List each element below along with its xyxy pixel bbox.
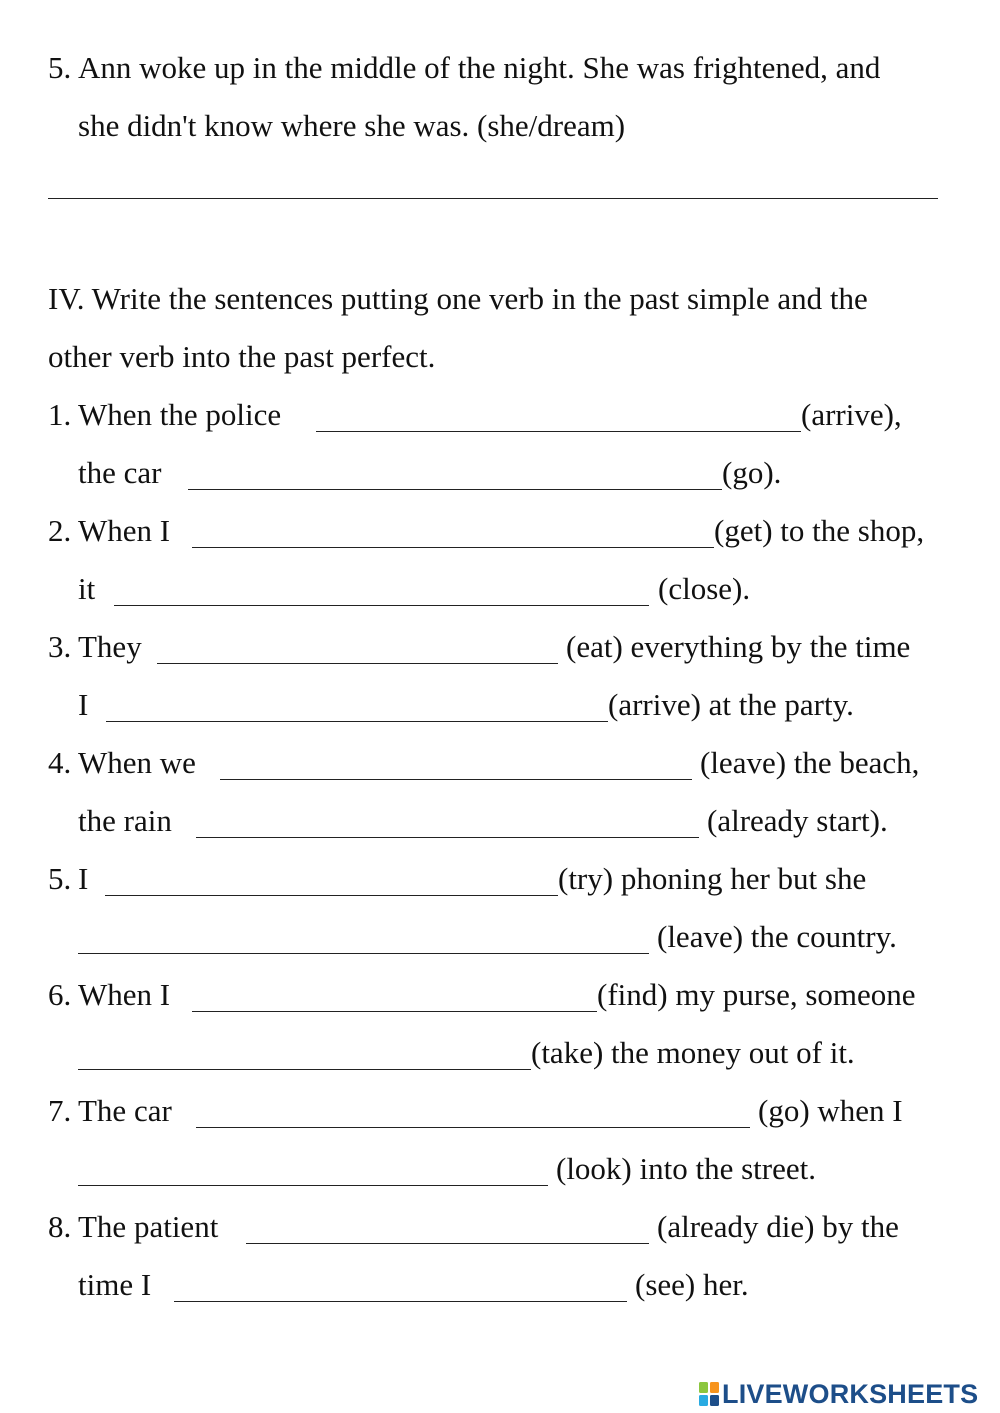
item-text: time I [78, 1267, 152, 1302]
item-verb-hint: (go). [722, 455, 782, 490]
brand-name: LIVEWORKSHEETS [722, 1378, 979, 1409]
item-verb-hint: (get) to the shop, [714, 513, 925, 548]
liveworksheets-logo-icon [698, 1381, 720, 1407]
answer-blank[interactable] [78, 953, 649, 954]
item-text: the car [78, 455, 162, 490]
item-number: 7. [48, 1093, 72, 1128]
answer-blank[interactable] [106, 721, 608, 722]
item-verb-hint: (close). [658, 571, 751, 606]
item-number: 6. [48, 977, 72, 1012]
item-verb-hint: (try) phoning her but she [558, 861, 867, 896]
liveworksheets-logo [698, 1376, 978, 1412]
item-verb-hint: (arrive) at the party. [608, 687, 854, 722]
item-verb-hint: (leave) the country. [657, 919, 897, 954]
item-text: the rain [78, 803, 172, 838]
answer-blank[interactable] [48, 198, 938, 199]
answer-blank[interactable] [188, 489, 722, 490]
answer-blank[interactable] [220, 779, 692, 780]
answer-blank[interactable] [196, 837, 699, 838]
answer-blank[interactable] [316, 431, 801, 432]
answer-blank[interactable] [105, 895, 558, 896]
item-text: When we [78, 745, 196, 780]
question-text: Ann woke up in the middle of the night. She was frightened, and [78, 50, 881, 85]
question-text: she didn't know where she was. (she/dream) [78, 108, 626, 143]
item-number: 4. [48, 745, 72, 780]
section-heading: other verb into the past perfect. [48, 339, 436, 374]
item-text: When the police [78, 397, 282, 432]
item-number: 5. [48, 861, 72, 896]
item-number: 8. [48, 1209, 72, 1244]
item-verb-hint: (leave) the beach, [700, 745, 920, 780]
item-text: it [78, 571, 96, 606]
item-verb-hint: (already start). [707, 803, 888, 838]
item-number: 2. [48, 513, 72, 548]
item-text: When I [78, 977, 171, 1012]
item-text: The patient [78, 1209, 219, 1244]
answer-blank[interactable] [196, 1127, 750, 1128]
item-verb-hint: (find) my purse, someone [597, 977, 916, 1012]
item-verb-hint: (arrive), [801, 397, 902, 432]
item-number: 3. [48, 629, 72, 664]
section-heading: IV. Write the sentences putting one verb in the past simple and the [48, 281, 868, 316]
question-number: 5. [48, 50, 72, 85]
item-verb-hint: (eat) everything by the time [566, 629, 911, 664]
answer-blank[interactable] [157, 663, 558, 664]
answer-blank[interactable] [114, 605, 649, 606]
item-text: When I [78, 513, 171, 548]
answer-blank[interactable] [192, 1011, 597, 1012]
answer-blank[interactable] [78, 1069, 531, 1070]
answer-blank[interactable] [192, 547, 714, 548]
item-text: The car [78, 1093, 172, 1128]
item-text: I [78, 861, 89, 896]
item-verb-hint: (see) her. [635, 1267, 749, 1302]
item-text: I [78, 687, 89, 722]
item-verb-hint: (take) the money out of it. [531, 1035, 855, 1070]
item-verb-hint: (look) into the street. [556, 1151, 816, 1186]
answer-blank[interactable] [174, 1301, 627, 1302]
answer-blank[interactable] [246, 1243, 649, 1244]
item-text: They [78, 629, 142, 664]
item-verb-hint: (already die) by the [657, 1209, 899, 1244]
answer-blank[interactable] [78, 1185, 548, 1186]
item-verb-hint: (go) when I [758, 1093, 903, 1128]
item-number: 1. [48, 397, 72, 432]
